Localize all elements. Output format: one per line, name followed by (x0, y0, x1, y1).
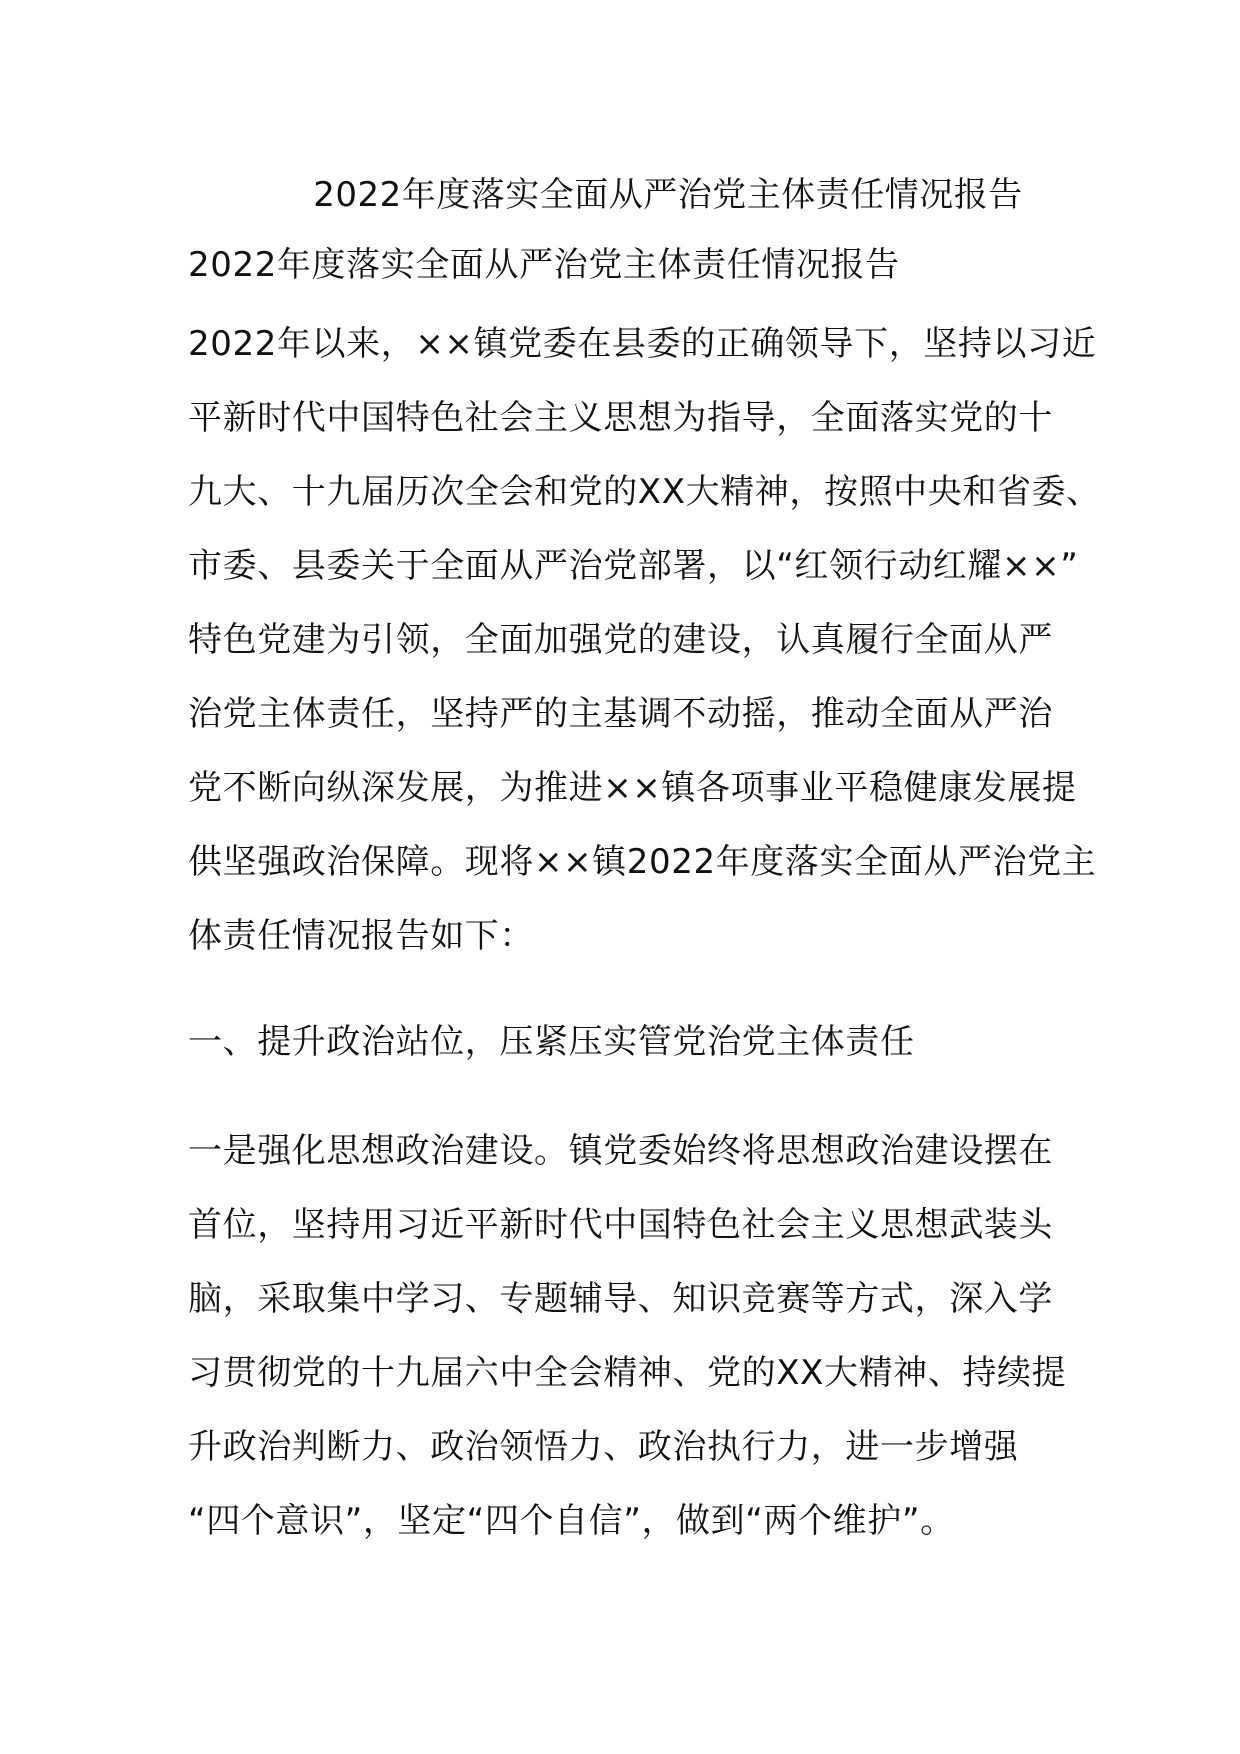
intro-line: 供坚强政治保障。现将××镇2022年度落实全面从严治党主 (188, 842, 1097, 882)
document-subtitle: 2022年度落实全面从严治党主体责任情况报告 (188, 245, 900, 285)
intro-line: 治党主体责任，坚持严的主基调不动摇，推动全面从严治 (188, 694, 1053, 734)
section-line: 脑，采取集中学习、专题辅导、知识竞赛等方式，深入学 (188, 1279, 1053, 1319)
intro-line: 特色党建为引领，全面加强党的建设，认真履行全面从严 (188, 620, 1053, 660)
intro-line: 党不断向纵深发展，为推进××镇各项事业平稳健康发展提 (188, 768, 1077, 808)
section-line: “四个意识”，坚定“四个自信”，做到“两个维护”。 (188, 1501, 955, 1541)
intro-line: 2022年以来，××镇党委在县委的正确领导下，坚持以习近 (188, 324, 1097, 364)
intro-line: 市委、县委关于全面从严治党部署，以“红领行动红耀××” (188, 546, 1079, 586)
section-line: 升政治判断力、政治领悟力、政治执行力，进一步增强 (188, 1427, 1019, 1467)
section-line: 一是强化思想政治建设。镇党委始终将思想政治建设摆在 (188, 1131, 1053, 1171)
intro-line: 体责任情况报告如下： (188, 916, 534, 956)
section-line: 习贯彻党的十九届六中全会精神、党的XX大精神、持续提 (188, 1353, 1067, 1393)
section-heading: 一、提升政治站位，压紧压实管党治党主体责任 (188, 1022, 915, 1062)
document-title: 2022年度落实全面从严治党主体责任情况报告 (313, 175, 1023, 215)
section-line: 首位，坚持用习近平新时代中国特色社会主义思想武装头 (188, 1205, 1053, 1245)
intro-line: 平新时代中国特色社会主义思想为指导，全面落实党的十 (188, 398, 1053, 438)
intro-line: 九大、十九届历次全会和党的XX大精神，按照中央和省委、 (188, 472, 1101, 512)
